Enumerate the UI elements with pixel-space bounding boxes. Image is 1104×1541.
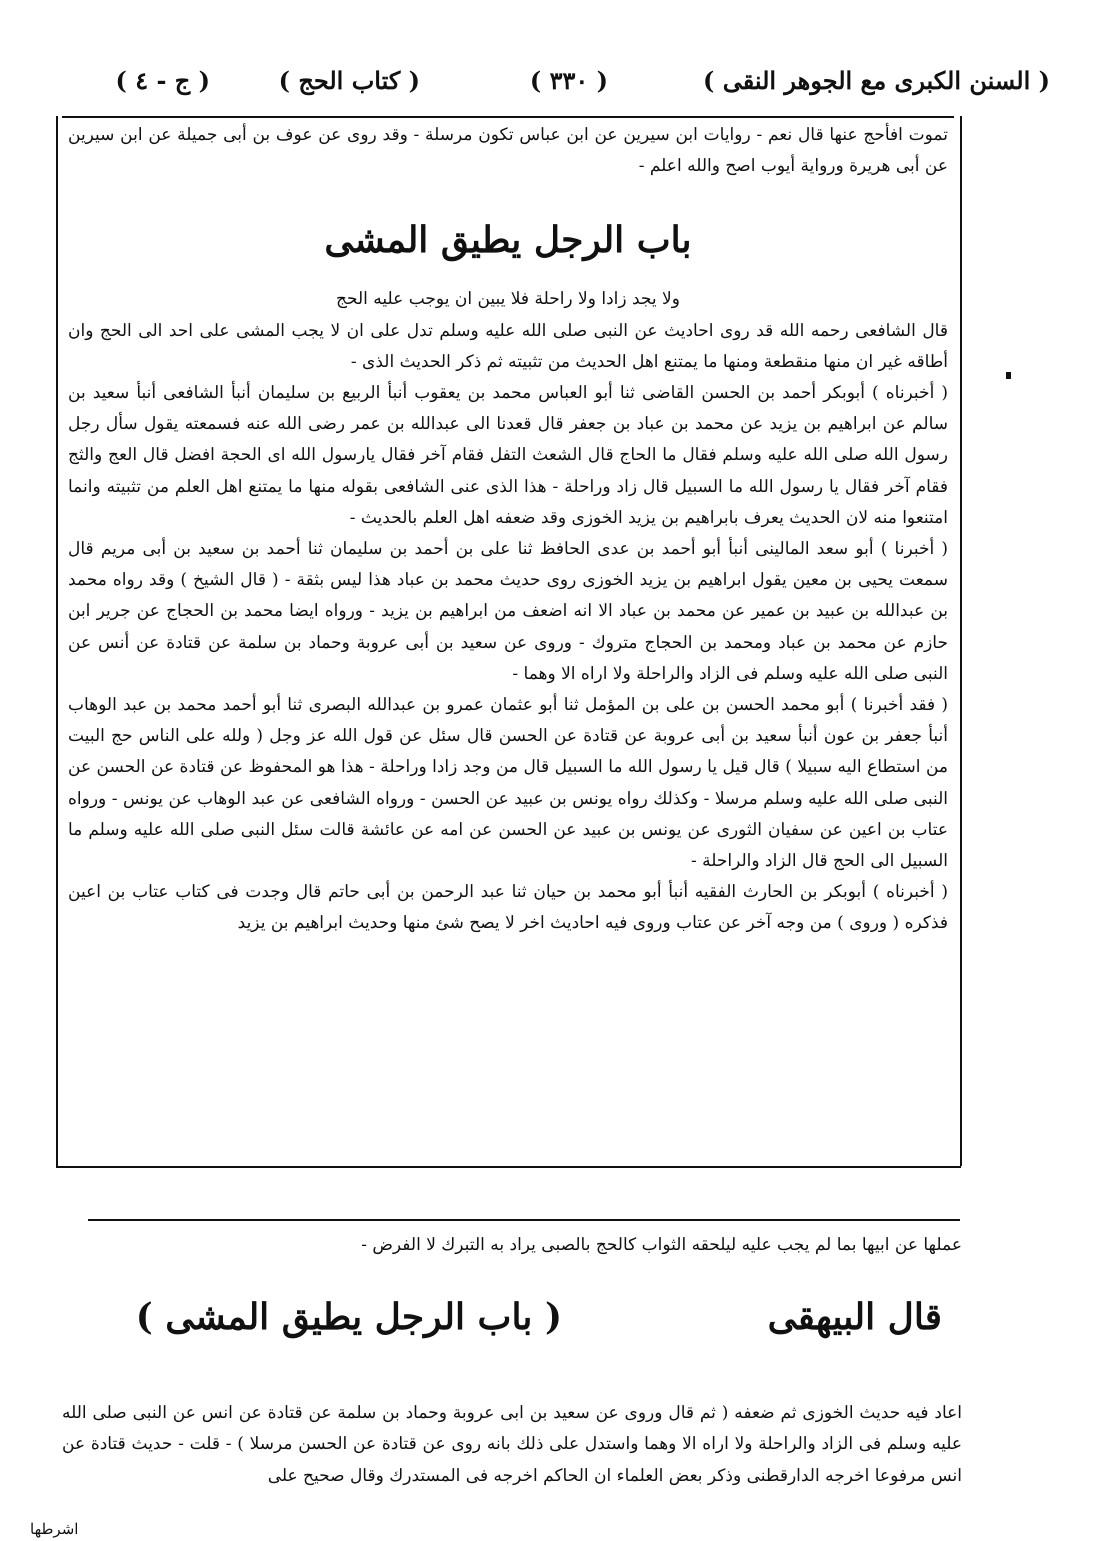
commentary-author: قال البيهقى bbox=[767, 1295, 942, 1338]
header-section: ( كتاب الحج ) bbox=[278, 66, 420, 95]
commentary-intro: عملها عن ابيها بما لم يجب عليه ليلحقه الثواب كالحج بالصبى يراد به التبرك لا الفرض - bbox=[361, 1235, 962, 1255]
commentary-chapter-title: ( باب الرجل يطيق المشى ) bbox=[135, 1295, 562, 1338]
main-text bbox=[68, 120, 948, 940]
main-text-end-rule bbox=[56, 1166, 961, 1168]
header-volume: ( ج - ٤ ) bbox=[115, 66, 210, 95]
notes-separator-rule bbox=[88, 1219, 960, 1221]
paragraph: ( أخبرناه ) أبوبكر أحمد بن الحسن القاضى ثنا أبو العباس محمد بن يعقوب أنبأ الربيع بن سليمان أنبأ الشافعى أنبأ سعيد بن سالم عن ابراهيم بن يزيد عن محمد بن عباد بن جعفر قال قعدنا الى عبدالله بن عمر رضى الله عنه فسمعته يقول سأل رجل رسول الله صلى الله عليه وسلم فقال ما الحاج قال الشعث التفل فقام آخر فقال يارسول الله اى الحجة افضل قال العج والثج فقام آخر فقال يا رسول الله ما السبيل قال زاد وراحلة - هذا الذى عنى الشافعى بقوله منها ما يمتنع اهل العلم من تثبيته وانما امتنعوا منه لان الحديث يعرف بابراهيم بن يزيد الخوزى وقد ضعفه اهل العلم بالحديث - bbox=[68, 383, 948, 528]
paragraph: ( أخبرنا ) أبو سعد المالينى أنبأ أبو أحمد بن عدى الحافظ ثنا على بن أحمد بن سليمان ثنا أحمد بن سعيد بن أبى مريم قال سمعت يحيى بن معين يقول ابراهيم بن يزيد الخوزى روى حديث محمد بن عباد هذا ليس بثقة - ( قال الشيخ ) وقد رواه محمد بن عبدالله بن عبيد بن عمير عن محمد بن عباد الا انه اضعف من ابراهيم بن يزيد - ورواه ايضا محمد بن الحجاج عن جرير ابن حازم عن محمد بن عباد ومحمد بن الحجاج متروك - وروى عن سعيد بن أبى عروبة وحماد بن سلمة عن قتادة عن أنس عن النبى صلى الله عليه وسلم فى الزاد والراحلة ولا اراه الا وهما - bbox=[68, 539, 948, 684]
margin-mark bbox=[1006, 372, 1011, 379]
paragraph: ( فقد أخبرنا ) أبو محمد الحسن بن على بن المؤمل ثنا أبو عثمان عمرو بن عبدالله البصرى ثنا أبو أحمد محمد بن عبد الوهاب أنبأ جعفر بن عون أنبأ سعيد بن أبى عروبة عن قتادة عن الحسن قال سئل عن قول الله عز وجل ( ولله على الناس حج البيت من استطاع اليه سبيلا ) قال قيل يا رسول الله ما السبيل قال من وجد زادا وراحلة - هذا هو المحفوظ عن قتادة عن الحسن عن النبى صلى الله عليه وسلم مرسلا - وكذلك رواه يونس بن عبيد عن الحسن - ورواه الشافعى عن عبد الوهاب عن يونس - ورواه عتاب بن اعين عن سفيان الثورى عن يونس بن عبيد عن الحسن عن امه عن عائشة قالت سئل النبى صلى الله عليه وسلم ما السبيل الى الحج قال الزاد والراحلة - bbox=[68, 695, 948, 872]
page-number: ( ٣٣٠ ) bbox=[529, 66, 608, 95]
commentary-heading bbox=[62, 1296, 962, 1374]
running-header bbox=[70, 66, 1050, 110]
paragraph: قال الشافعى رحمه الله قد روى احاديث عن النبى صلى الله عليه وسلم تدل على ان لا يجب المشى على احد الى الحج وان أطاقه غير ان منها منقطعة ومنها ما يمتنع اهل الحديث من تثبيته ثم ذكر الحديث الذى - bbox=[68, 320, 948, 372]
catchword: اشرطها bbox=[30, 1520, 79, 1538]
commentary-section bbox=[62, 1230, 962, 1492]
chapter-title: باب الرجل يطيق المشى bbox=[324, 219, 692, 262]
frame-top-rule bbox=[62, 116, 954, 118]
header-book-title: ( السنن الكبرى مع الجوهر النقى ) bbox=[702, 66, 1050, 95]
commentary-paragraph: اعاد فيه حديث الخوزى ثم ضعفه ( ثم قال وروى عن سعيد بن ابى عروبة وحماد بن سلمة عن قتادة عن انس عن النبى صلى الله عليه وسلم فى الزاد والراحلة ولا اراه الا وهما واستدل على ذلك بانه روى عن قتادة عن الحسن مرسلا ) - قلت - حديث قتادة عن انس مرفوعا اخرجه الدارقطنى وذكر بعض العلماء ان الحاكم اخرجه فى المستدرك وقال صحيح على bbox=[62, 1402, 962, 1486]
paragraph-opening: تموت افأحج عنها قال نعم - روايات ابن سيرين عن ابن عباس تكون مرسلة - وقد روى عن عوف بن أبى جميلة عن ابن سيرين عن أبى هريرة ورواية أيوب اصح والله اعلم - bbox=[68, 125, 948, 177]
paragraph: ( أخبرناه ) أبوبكر بن الحارث الفقيه أنبأ أبو محمد بن حيان ثنا عبد الرحمن بن أبى حاتم قال وجدت فى كتاب عتاب بن اعين فذكره ( وروى ) من وجه آخر عن عتاب وروى فيه احاديث اخر لا يصح شئ منها وحديث ابراهيم بن يزيد bbox=[68, 882, 948, 934]
chapter-subtitle: ولا يجد زادا ولا راحلة فلا يبين ان يوجب عليه الحج bbox=[336, 289, 680, 310]
